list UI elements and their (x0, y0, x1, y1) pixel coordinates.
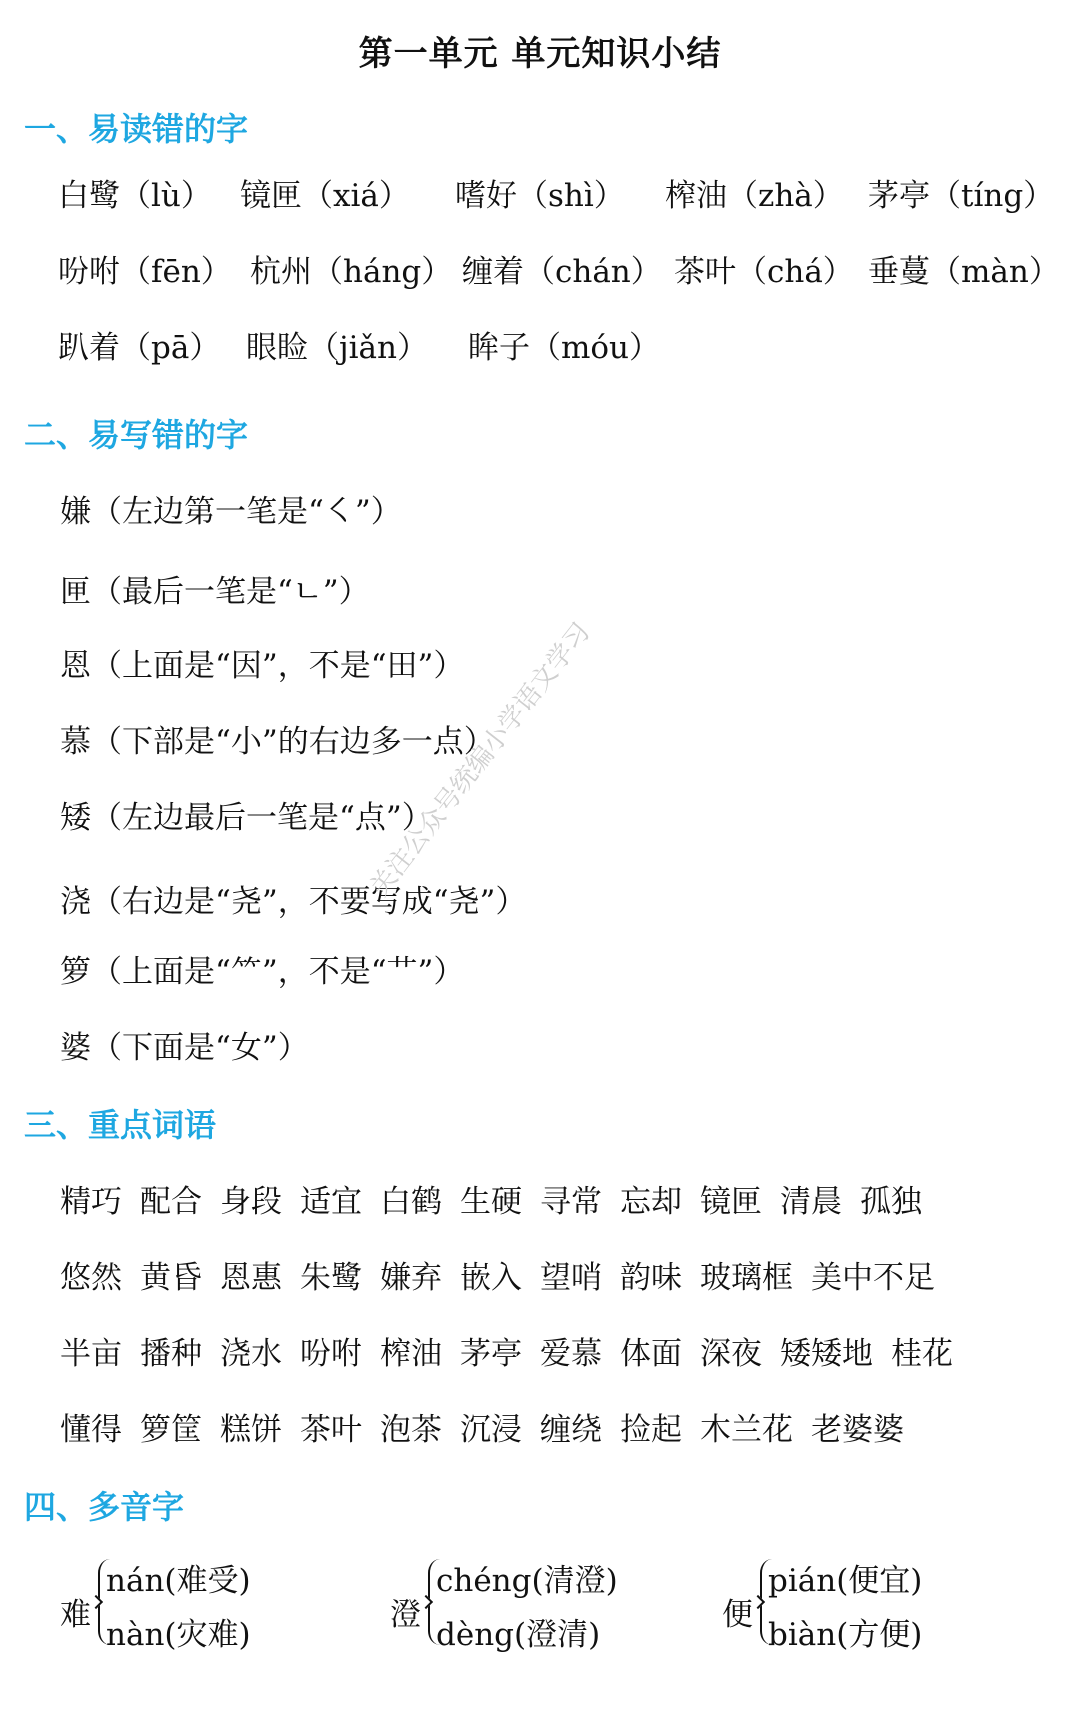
section-heading-miswritten: 二、易写错的字 (24, 416, 249, 454)
vocab-row (60, 1252, 953, 1297)
vocab-word: 身段 (220, 1184, 282, 1220)
vocab-word: 嫌弃 (380, 1260, 442, 1296)
writing-note: 嫌（左边第一笔是“㇛”） (60, 494, 402, 530)
section-heading-key-words: 三、重点词语 (24, 1106, 217, 1144)
reading-item: 杭州（háng） (250, 254, 453, 290)
vocab-word: 桂花 (891, 1336, 953, 1372)
vocab-word: 生硬 (460, 1184, 522, 1220)
writing-note: 恩（上面是“因”，不是“田”） (60, 648, 465, 684)
polyphone-reading: pián(便宜) (768, 1563, 923, 1599)
vocab-row (60, 1176, 940, 1221)
polyphone-char: 便 (722, 1597, 753, 1633)
vocab-word: 玻璃框 (700, 1260, 793, 1296)
vocab-word: 吩咐 (300, 1336, 362, 1372)
vocab-word: 深夜 (700, 1336, 762, 1372)
reading-item: 榨油（zhà） (665, 178, 844, 214)
vocab-word: 镜匣 (700, 1184, 762, 1220)
reading-item: 茅亭（tíng） (868, 178, 1055, 214)
vocab-word: 木兰花 (700, 1412, 793, 1448)
section-heading-polyphones: 四、多音字 (24, 1488, 185, 1526)
polyphone-char: 澄 (390, 1597, 421, 1633)
writing-note: 浇（右边是“尧”，不要写成“尧”） (60, 884, 527, 920)
vocab-word: 缠绕 (540, 1412, 602, 1448)
writing-note: 匣（最后一笔是“ㄴ”） (60, 574, 370, 610)
vocab-word: 老婆婆 (811, 1412, 904, 1448)
vocab-word: 精巧 (60, 1184, 122, 1220)
vocab-word: 悠然 (60, 1260, 122, 1296)
vocab-word: 浇水 (220, 1336, 282, 1372)
vocab-word: 箩筐 (140, 1412, 202, 1448)
writing-note: 箩（上面是“⺮”，不是“艹”） (60, 954, 465, 990)
vocab-word: 寻常 (540, 1184, 602, 1220)
vocab-row (60, 1328, 971, 1373)
vocab-word: 忘却 (620, 1184, 682, 1220)
vocab-word: 嵌入 (460, 1260, 522, 1296)
vocab-word: 茶叶 (300, 1412, 362, 1448)
reading-item: 趴着（pā） (58, 330, 221, 366)
writing-note: 婆（下面是“女”） (60, 1030, 309, 1066)
polyphone-reading: nán(难受) (106, 1563, 251, 1599)
vocab-word: 黄昏 (140, 1260, 202, 1296)
reading-item: 眸子（móu） (468, 330, 661, 366)
vocab-row (60, 1404, 922, 1449)
polyphone-reading: dèng(澄清) (436, 1617, 601, 1653)
vocab-word: 美中不足 (811, 1260, 935, 1296)
vocab-word: 适宜 (300, 1184, 362, 1220)
vocab-word: 韵味 (620, 1260, 682, 1296)
reading-item: 缠着（chán） (462, 254, 662, 290)
polyphone-reading: nàn(灾难) (106, 1617, 251, 1653)
vocab-word: 体面 (620, 1336, 682, 1372)
vocab-word: 播种 (140, 1336, 202, 1372)
vocab-word: 矮矮地 (780, 1336, 873, 1372)
vocab-word: 孤独 (860, 1184, 922, 1220)
vocab-word: 沉浸 (460, 1412, 522, 1448)
reading-item: 眼睑（jiǎn） (246, 330, 428, 366)
reading-item: 吩咐（fēn） (58, 254, 232, 290)
section-heading-misread: 一、易读错的字 (24, 110, 249, 148)
vocab-word: 糕饼 (220, 1412, 282, 1448)
polyphone-reading: biàn(方便) (768, 1617, 923, 1653)
writing-note: 矮（左边最后一笔是“点”） (60, 800, 433, 836)
reading-item: 垂蔓（màn） (868, 254, 1060, 290)
vocab-word: 配合 (140, 1184, 202, 1220)
vocab-word: 望哨 (540, 1260, 602, 1296)
vocab-word: 恩惠 (220, 1260, 282, 1296)
vocab-word: 榨油 (380, 1336, 442, 1372)
polyphone-reading: chéng(清澄) (436, 1563, 618, 1599)
writing-note: 慕（下部是“小”的右边多一点） (60, 724, 495, 760)
reading-item: 嗜好（shì） (455, 178, 625, 214)
vocab-word: 清晨 (780, 1184, 842, 1220)
reading-item: 茶叶（chá） (674, 254, 854, 290)
watermark-text: 关注公众号统编小学语文学习 (364, 617, 597, 903)
reading-item: 镜匣（xiá） (240, 178, 410, 214)
vocab-word: 爱慕 (540, 1336, 602, 1372)
vocab-word: 捡起 (620, 1412, 682, 1448)
reading-item: 白鹭（lù） (58, 178, 212, 214)
vocab-word: 懂得 (60, 1412, 122, 1448)
vocab-word: 泡茶 (380, 1412, 442, 1448)
vocab-word: 朱鹭 (300, 1260, 362, 1296)
vocab-word: 白鹤 (380, 1184, 442, 1220)
polyphone-char: 难 (60, 1597, 91, 1633)
vocab-word: 半亩 (60, 1336, 122, 1372)
vocab-word: 茅亭 (460, 1336, 522, 1372)
page-title: 第一单元 单元知识小结 (358, 34, 722, 74)
